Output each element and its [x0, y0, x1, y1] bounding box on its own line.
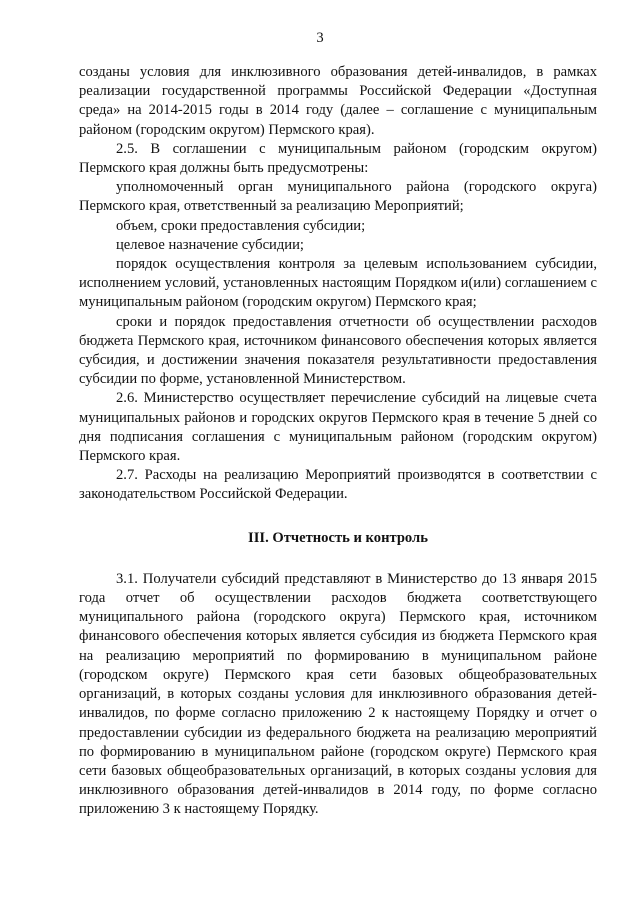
paragraph-3-1: 3.1. Получатели субсидий представляют в Министерство до 13 января 2015 года отчет об осуществлении расходов бюджета соответствующего муниципального района (городского округа) Пермского края, источником финансового обеспечения которых является субсидия из бюджета Пермского края на реализацию мероприятий по формированию в муниципальном районе (городском округе) Пермского края сети базовых общеобразовательных организаций, в которых созданы условия для инклюзивного образования детей-инвалидов, по форме согласно приложению 2 к настоящему Порядку и отчет о предоставлении субсидии из федерального бюджета на реализацию мероприятий по формированию в муниципальном районе (городском округе) Пермского края сети базовых общеобразовательных организаций, в которых созданы условия для инклюзивного образования детей-инвалидов в 2014 году, по форме согласно приложению 3 к настоящему Порядку. [79, 570, 597, 818]
list-item-purpose: целевое назначение субсидии; [116, 236, 304, 253]
paragraph-2-5: 2.5. В соглашении с муниципальным районом (городским округом) Пермского края должны быть предусмотрены: [79, 140, 597, 177]
paragraph-continuation: созданы условия для инклюзивного образования детей-инвалидов, в рамках реализации государственной программы Российской Федерации «Доступная среда» на 2014-2015 годы в 2014 году (далее – соглашение с муниципальным районом (городским округом) Пермского края). [79, 64, 597, 138]
list-item-control-procedure: порядок осуществления контроля за целевым использованием субсидии, исполнением условий, установленных настоящим Порядком и(или) соглашением с муниципальным районом (городским округом) Пермского края; [79, 256, 597, 311]
list-item-reporting: сроки и порядок предоставления отчетности об осуществлении расходов бюджета Пермского края, источником финансового обеспечения которых является субсидия, и достижении значения показателя результативности предоставления субсидии по форме, установленной Министерством. [79, 313, 597, 388]
document-body [79, 63, 597, 820]
page-number: 3 [316, 30, 324, 46]
list-item-volume-terms: объем, сроки предоставления субсидии; [116, 217, 366, 234]
paragraph-2-6: 2.6. Министерство осуществляет перечисление субсидий на лицевые счета муниципальных районов и городских округов Пермского края в течение 5 дней со дня подписания соглашения с муниципальным районом (городским округом) Пермского края. [79, 390, 597, 465]
list-item-authorized-body: уполномоченный орган муниципального района (городского округа) Пермского края, ответственный за реализацию Мероприятий; [79, 179, 597, 215]
section-heading: III. Отчетность и контроль [248, 529, 428, 546]
paragraph-2-7: 2.7. Расходы на реализацию Мероприятий производятся в соответствии с законодательством Российской Федерации. [79, 467, 597, 503]
